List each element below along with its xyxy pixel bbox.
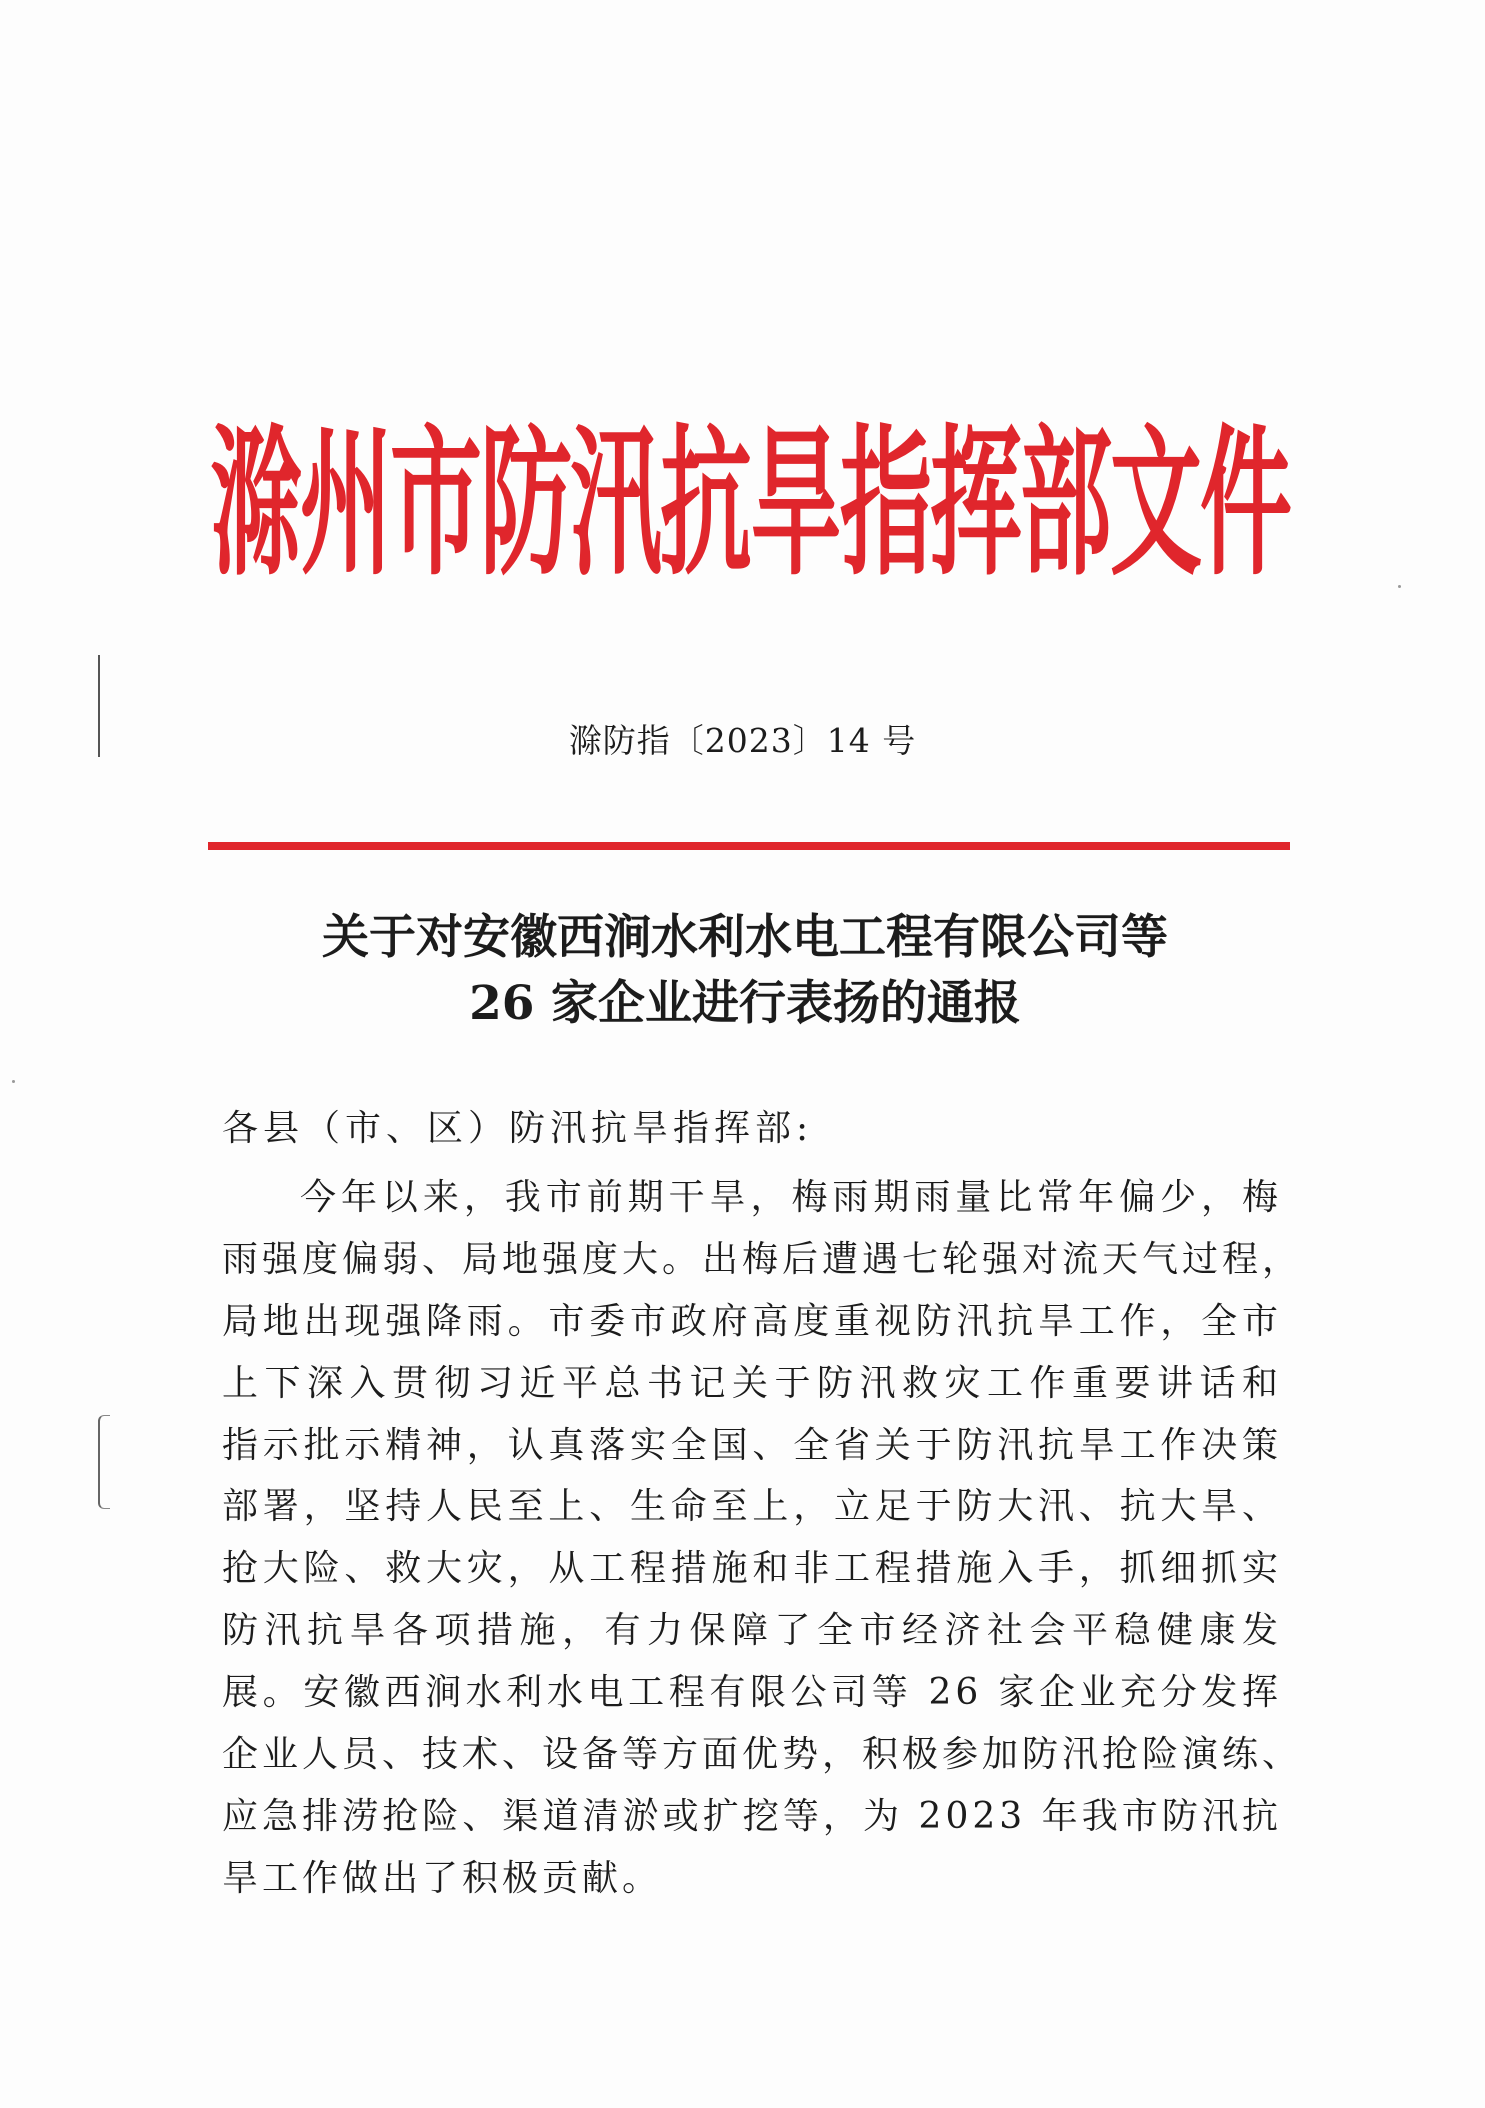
binding-mark-top	[98, 655, 110, 757]
body-paragraph	[222, 1167, 1303, 1910]
body-line: 企业人员、技术、设备等方面优势，积极参加防汛抢险演练、	[222, 1734, 1303, 1776]
notice-title-line: 关于对安徽西涧水利水电工程有限公司等	[322, 910, 1168, 965]
red-divider-rule	[208, 842, 1290, 850]
body-line: 旱工作做出了积极贡献。	[222, 1857, 663, 1899]
scan-speck	[12, 1080, 15, 1083]
scan-speck	[1398, 585, 1401, 588]
body-line: 雨强度偏弱、局地强度大。出梅后遭遇七轮强对流天气过程，	[222, 1238, 1303, 1280]
body-line: 抢大险、救大灾，从工程措施和非工程措施入手，抓细抓实	[222, 1548, 1282, 1590]
body-line: 今年以来，我市前期干旱，梅雨期雨量比常年偏少，梅	[300, 1177, 1282, 1218]
binding-mark-bottom	[98, 1415, 110, 1509]
issuer-header: 滁州市防汛抗旱指挥部文件	[209, 410, 1290, 598]
notice-title-line: 26 家企业进行表扬的通报	[469, 976, 1021, 1031]
body-line: 上下深入贯彻习近平总书记关于防汛救灾工作重要讲话和	[222, 1362, 1282, 1404]
body-line: 局地出现强降雨。市委市政府高度重视防汛抗旱工作，全市	[222, 1300, 1282, 1342]
notice-title	[180, 905, 1310, 1037]
body-line: 防汛抗旱各项措施，有力保障了全市经济社会平稳健康发	[222, 1610, 1282, 1652]
salutation: 各县（市、区）防汛抗旱指挥部:	[222, 1108, 814, 1149]
body-line: 部署，坚持人民至上、生命至上，立足于防大汛、抗大旱、	[222, 1486, 1282, 1528]
body-line: 指示批示精神，认真落实全国、全省关于防汛抗旱工作决策	[222, 1424, 1282, 1466]
document-number: 滁防指〔2023〕14 号	[568, 721, 917, 760]
body-line: 展。安徽西涧水利水电工程有限公司等 26 家企业充分发挥	[222, 1672, 1282, 1714]
body-line: 应急排涝抢险、渠道清淤或扩挖等，为 2023 年我市防汛抗	[222, 1795, 1282, 1837]
